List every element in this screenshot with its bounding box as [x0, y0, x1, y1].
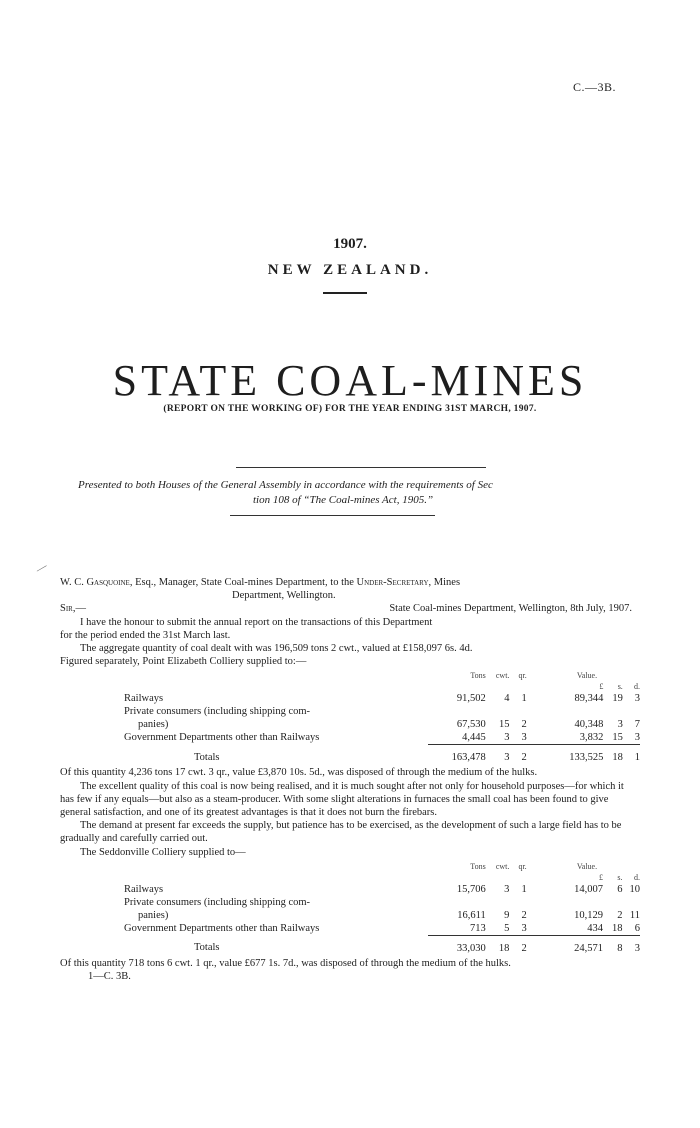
- presented-note: [78, 478, 638, 508]
- table-row: [124, 731, 640, 745]
- row-tons: 91,502: [456, 693, 486, 705]
- row-cwt: 3: [504, 883, 510, 895]
- row-pence: 7: [634, 719, 640, 731]
- document-year: 1907.: [333, 236, 367, 252]
- totals-pence: 3: [622, 935, 640, 955]
- document-reference: C.—3B.: [572, 80, 616, 94]
- row-pence: 10: [629, 883, 640, 895]
- paragraph-1b: for the period ended the 31st March last.: [60, 629, 231, 641]
- pence-header: d.: [634, 872, 640, 882]
- pence-header: d.: [634, 682, 640, 692]
- row-label: Private consumers (including shipping com-: [124, 706, 311, 718]
- paragraph-5: The demand at present far exceeds the supply, but patience has to be exercised, as the development of such a large field has to be gradually and carefully carried out.: [60, 820, 622, 845]
- row-label-cont: [124, 718, 428, 731]
- table-unit-row: [124, 872, 640, 883]
- paragraph-6: The Seddonville Colliery supplied to—: [80, 846, 246, 858]
- table-header-row: [124, 861, 640, 872]
- pound-header: £: [599, 872, 604, 882]
- title-divider: [323, 292, 367, 294]
- totals-pence: 1: [623, 745, 640, 765]
- totals-qr: 2: [509, 935, 526, 955]
- page-identifier: 1—C. 3B.: [88, 971, 131, 983]
- presented-line-1: Presented to both Houses of the General Assembly in accordance with the requirements of Sec: [78, 479, 493, 491]
- recipient-rest: , Mines: [428, 577, 461, 588]
- seddonville-table: [124, 861, 640, 955]
- row-shillings: 19: [612, 693, 623, 705]
- row-pounds: 40,348: [574, 719, 604, 731]
- table-row: [124, 705, 640, 718]
- row-qr: 1: [521, 883, 527, 895]
- totals-label: Totals: [194, 751, 220, 763]
- row-cwt: 3: [504, 732, 510, 744]
- totals-tons: 33,030: [428, 935, 492, 955]
- value-header: Value.: [576, 671, 598, 681]
- totals-label: Totals: [194, 942, 220, 954]
- report-letter: [60, 576, 640, 983]
- cwt-header: cwt.: [495, 671, 510, 681]
- table-row: [124, 922, 640, 936]
- document-subtitle: (REPORT ON THE WORKING OF) FOR THE YEAR ENDING 31ST MARCH, 1907.: [163, 404, 537, 414]
- row-label: Government Departments other than Railways: [124, 732, 320, 744]
- row-pounds: 434: [587, 922, 604, 934]
- row-qr: 2: [521, 909, 527, 921]
- tons-header: Tons: [470, 671, 486, 681]
- row-pence: 6: [634, 922, 640, 934]
- row-pounds: 14,007: [574, 883, 604, 895]
- table-row: [124, 909, 640, 922]
- row-shillings: 3: [617, 719, 623, 731]
- totals-pounds: 133,525: [536, 745, 605, 765]
- row-label-continued: panies): [138, 719, 169, 731]
- row-shillings: 18: [611, 922, 623, 934]
- totals-shillings: 18: [605, 745, 622, 765]
- table-unit-row: [124, 681, 640, 692]
- shilling-header: s.: [617, 682, 623, 692]
- totals-cwt: 3: [492, 745, 510, 765]
- totals-cwt: 18: [492, 935, 510, 955]
- row-qr: 3: [521, 732, 527, 744]
- row-label: Private consumers (including shipping com-: [124, 896, 311, 908]
- document-country: NEW ZEALAND.: [267, 262, 433, 278]
- totals-shillings: 8: [605, 935, 622, 955]
- pound-header: £: [599, 682, 604, 692]
- row-qr: 3: [521, 922, 527, 934]
- letter-address: [60, 576, 640, 589]
- row-pounds: 89,344: [574, 693, 604, 705]
- table-row: [124, 692, 640, 705]
- row-pounds: 10,129: [574, 909, 604, 921]
- row-qr: 1: [521, 693, 527, 705]
- totals-row: [124, 935, 640, 955]
- row-tons: 67,530: [456, 719, 486, 731]
- row-tons: 4,445: [462, 732, 486, 744]
- table-header-row: [124, 670, 640, 681]
- table-row: [124, 718, 640, 731]
- row-tons: 16,611: [457, 909, 486, 921]
- letter-department: Department, Wellington.: [232, 590, 336, 602]
- row-pounds: 3,832: [579, 732, 604, 744]
- row-label: Railways: [124, 693, 164, 705]
- sender-name: W. C. Gasquoine: [60, 577, 130, 588]
- paragraph-2a: The aggregate quantity of coal dealt with was 196,509 tons 2 cwt., valued at £158,097 6s. 4d.: [80, 643, 473, 655]
- totals-tons: 163,478: [428, 745, 492, 765]
- row-cwt: 15: [498, 719, 510, 731]
- row-label: Railways: [124, 883, 164, 895]
- place-date: State Coal-mines Department, Wellington, 8th July, 1907.: [389, 603, 632, 615]
- paragraph-3: Of this quantity 4,236 tons 17 cwt. 3 qr., value £3,870 10s. 5d., was disposed of through the medium of the hulks.: [60, 767, 538, 779]
- sender-details: , Esq., Manager, State Coal-mines Department, to the: [129, 577, 357, 588]
- row-label: Government Departments other than Railways: [124, 922, 320, 934]
- point-elizabeth-table: [124, 670, 640, 764]
- row-pence: 3: [634, 732, 640, 744]
- row-label-continued: panies): [138, 909, 169, 921]
- presented-bottom-rule: [230, 515, 435, 516]
- row-shillings: 6: [617, 883, 623, 895]
- paragraph-7: Of this quantity 718 tons 6 cwt. 1 qr., value £677 1s. 7d., was disposed of through the medium of the hulks.: [60, 957, 511, 969]
- tons-header: Tons: [470, 861, 486, 871]
- row-tons: 15,706: [456, 883, 486, 895]
- row-shillings: 2: [617, 909, 623, 921]
- shilling-header: s.: [617, 872, 623, 882]
- row-cwt: 9: [504, 909, 510, 921]
- presented-top-rule: [236, 467, 486, 468]
- value-header: Value.: [576, 861, 598, 871]
- paragraph-2b: Figured separately, Point Elizabeth Colliery supplied to:—: [60, 656, 307, 668]
- qr-header: qr.: [518, 671, 527, 681]
- row-pence: 3: [634, 693, 640, 705]
- paragraph-4: The excellent quality of this coal is now being realised, and it is much sought after not only for household purposes—for which it has few if any equals—but also as a steam-producer. With some slight alterations in furnaces the small coal has been found to give general satisfaction, and one of its greatest advantages is that it does not burn the firebars.: [60, 780, 624, 819]
- cwt-header: cwt.: [495, 861, 510, 871]
- row-tons: 713: [469, 922, 486, 934]
- table-row: [124, 883, 640, 896]
- row-cwt: 4: [504, 693, 510, 705]
- row-shillings: 15: [612, 732, 623, 744]
- presented-line-2: tion 108 of “The Coal-mines Act, 1905.”: [253, 494, 434, 506]
- totals-row: [124, 745, 640, 765]
- paragraph-1a: I have the honour to submit the annual report on the transactions of this Department: [80, 616, 433, 628]
- row-cwt: 5: [504, 922, 510, 934]
- row-qr: 2: [521, 719, 527, 731]
- stray-mark: —: [33, 560, 50, 576]
- document-title: STATE COAL-MINES: [112, 356, 588, 405]
- totals-pounds: 24,571: [536, 935, 605, 955]
- salutation: Sir,—: [60, 603, 86, 615]
- row-label-cont: [124, 909, 428, 922]
- letter-dateline: [60, 602, 640, 615]
- recipient: Under-Secretary: [356, 577, 429, 588]
- qr-header: qr.: [518, 861, 527, 871]
- row-pence: 11: [629, 909, 640, 921]
- totals-qr: 2: [509, 745, 526, 765]
- table-row: [124, 896, 640, 909]
